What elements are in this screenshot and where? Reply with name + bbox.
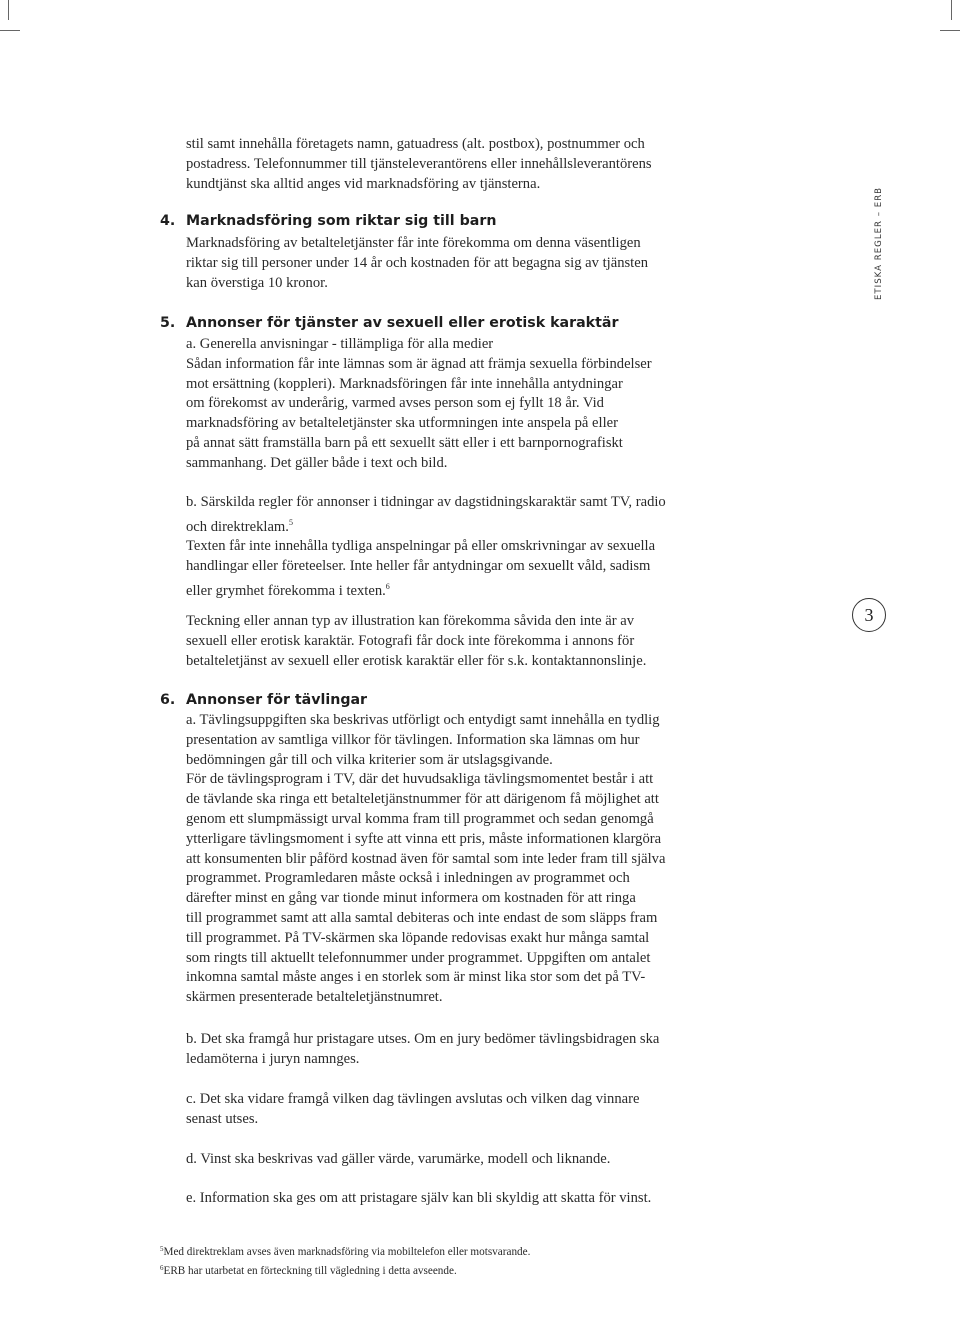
body-line: b. Särskilda regler för annonser i tidningar av dagstidningskaraktär samt TV, radio [186, 494, 666, 510]
body-line: Marknadsföring av betalteletjänster får inte förekomma om denna väsentligen [186, 235, 641, 251]
body-line: marknadsföring av betalteletjänster ska utformningen inte anspela på eller [186, 415, 618, 432]
body-line: skärmen presenterade betalteletjänstnumret. [186, 989, 443, 1006]
footnote [160, 1242, 720, 1261]
crop-mark-left-horizontal [0, 30, 20, 31]
body-line: b. Det ska framgå hur pristagare utses. Om en jury bedömer tävlingsbidragen ska [186, 1031, 660, 1047]
footnote-ref: 5 [288, 517, 293, 527]
footnote-text: ERB har utarbetat en förteckning till vägledning i detta avseende. [163, 1264, 457, 1277]
section-5-heading [160, 315, 618, 331]
section-6-part-a [186, 711, 726, 1008]
section-6-heading [160, 692, 367, 708]
body-line [186, 513, 726, 538]
body-line: på annat sätt framställa barn på ett sexuellt sätt eller i ett barnpornografiskt [186, 434, 623, 451]
body-line: därefter minst en gång var tionde minut informera om kostnaden för att ringa [186, 890, 636, 907]
section-6-part-b [186, 1030, 726, 1070]
crop-mark-top-right [951, 0, 952, 20]
section-5-illustration-paragraph [186, 612, 726, 671]
body-line-text: eller grymhet förekomma i texten. [186, 582, 386, 599]
crop-mark-right-horizontal [940, 30, 960, 31]
body-line: ytterligare tävlingsmoment i syfte att vinna ett pris, måste informationen klargöra [186, 830, 662, 847]
body-line: kan överstiga 10 kronor. [186, 274, 328, 291]
body-line: de tävlande ska ringa ett betalteletjänstnummer för att därigenom få möjlighet att [186, 791, 659, 808]
body-line: handlingar eller företeelser. Inte heller får antydningar om sexuellt våld, sadism [186, 558, 651, 575]
body-line [186, 577, 726, 602]
body-line: programmet. Programledaren måste också i inledningen av programmet och [186, 870, 630, 887]
body-line: till programmet samt att alla samtal debiteras och inte endast de som släpps fram [186, 909, 658, 926]
footnotes [160, 1242, 720, 1279]
section-6-part-e [186, 1189, 726, 1209]
intro-line: postadress. Telefonnummer till tjänsteleverantörens eller innehållsleverantörens [186, 155, 652, 172]
footnote-text: Med direktreklam avses även marknadsföring via mobiltelefon eller motsvarande. [163, 1246, 531, 1258]
body-line: att konsumenten blir påförd kostnad även för samtal som inte leder fram till själva [186, 850, 666, 867]
body-line: a. Generella anvisningar - tillämpliga för alla medier [186, 336, 494, 352]
footnote-mark: 6 [160, 1263, 164, 1272]
section-number: 5. [160, 315, 176, 331]
page-number-badge: 3 [852, 598, 886, 632]
body-line: c. Det ska vidare framgå vilken dag tävlingen avslutas och vilken dag vinnare [186, 1091, 640, 1107]
body-line: senast utses. [186, 1110, 259, 1127]
section-4-heading [160, 213, 496, 229]
section-4-body [186, 234, 726, 293]
footnote-mark: 5 [160, 1245, 164, 1253]
side-tab-label: ETISKA REGLER – ERB [874, 186, 884, 300]
body-line: presentation av samtliga villkor för tävlingen. Information ska lämnas om hur [186, 731, 640, 748]
crop-mark-top-left [8, 0, 9, 20]
section-title: Annonser för tävlingar [186, 692, 368, 708]
body-line: a. Tävlingsuppgiften ska beskrivas utförligt och entydigt samt innehålla en tydlig [186, 712, 660, 728]
body-line: om förekomst av underårig, varmed avses person som ej fyllt 18 år. Vid [186, 395, 604, 412]
section-number: 4. [160, 213, 176, 229]
section-6-part-c [186, 1090, 726, 1130]
body-line: För de tävlingsprogram i TV, där det huvudsakliga tävlingsmomentet består i att [186, 771, 654, 788]
intro-line: stil samt innehålla företagets namn, gatuadress (alt. postbox), postnummer och [186, 136, 645, 152]
section-number: 6. [160, 692, 176, 708]
intro-line: kundtjänst ska alltid anges vid marknadsföring av tjänsterna. [186, 175, 541, 192]
body-line: Teckning eller annan typ av illustration kan förekomma såvida den inte är av [186, 613, 634, 629]
footnote [160, 1261, 720, 1280]
body-line: genom ett slumpmässigt urval komma fram till programmet och sedan genomgå [186, 810, 654, 827]
body-line: sexuell eller erotisk karaktär. Fotografi får dock inte förekomma i annons för [186, 632, 635, 649]
body-line: bedömningen går till och vilka kriterier som är utslagsgivande. [186, 751, 553, 768]
body-line: sammanhang. Det gäller både i text och bild. [186, 454, 448, 471]
intro-paragraph [186, 135, 726, 194]
body-line: d. Vinst ska beskrivas vad gäller värde, varumärke, modell och liknande. [186, 1151, 611, 1167]
body-line: mot ersättning (koppleri). Marknadsföringen får inte innehålla antydningar [186, 375, 623, 392]
footnote-ref: 6 [385, 582, 390, 592]
body-line: till programmet. På TV-skärmen ska löpande redovisas exakt hur många samtal [186, 929, 650, 946]
body-line: e. Information ska ges om att pristagare själv kan bli skyldig att skatta för vinst. [186, 1190, 652, 1206]
body-line: som ringts till aktuellt telefonnummer under programmet. Uppgiften om antalet [186, 949, 651, 966]
section-6-part-d [186, 1150, 726, 1170]
section-title: Marknadsföring som riktar sig till barn [186, 213, 497, 229]
section-5-part-b [186, 493, 726, 602]
body-line: inkomna samtal måste anges i en storlek som är minst lika stor som det på TV- [186, 969, 646, 986]
body-line: Texten får inte innehålla tydliga anspelningar på eller omskrivningar av sexuella [186, 538, 656, 555]
body-line: betalteletjänst av sexuell eller erotisk karaktär eller för s.k. kontaktannonslinje. [186, 652, 647, 669]
body-line-text: och direktreklam. [186, 518, 289, 535]
section-5-part-a [186, 335, 726, 474]
body-line: riktar sig till personer under 14 år och kostnaden för att begagna sig av tjänsten [186, 254, 648, 271]
section-title: Annonser för tjänster av sexuell eller erotisk karaktär [186, 315, 619, 331]
body-line: ledamöterna i juryn namnges. [186, 1050, 360, 1067]
body-line: Sådan information får inte lämnas som är ägnad att främja sexuella förbindelser [186, 355, 652, 372]
